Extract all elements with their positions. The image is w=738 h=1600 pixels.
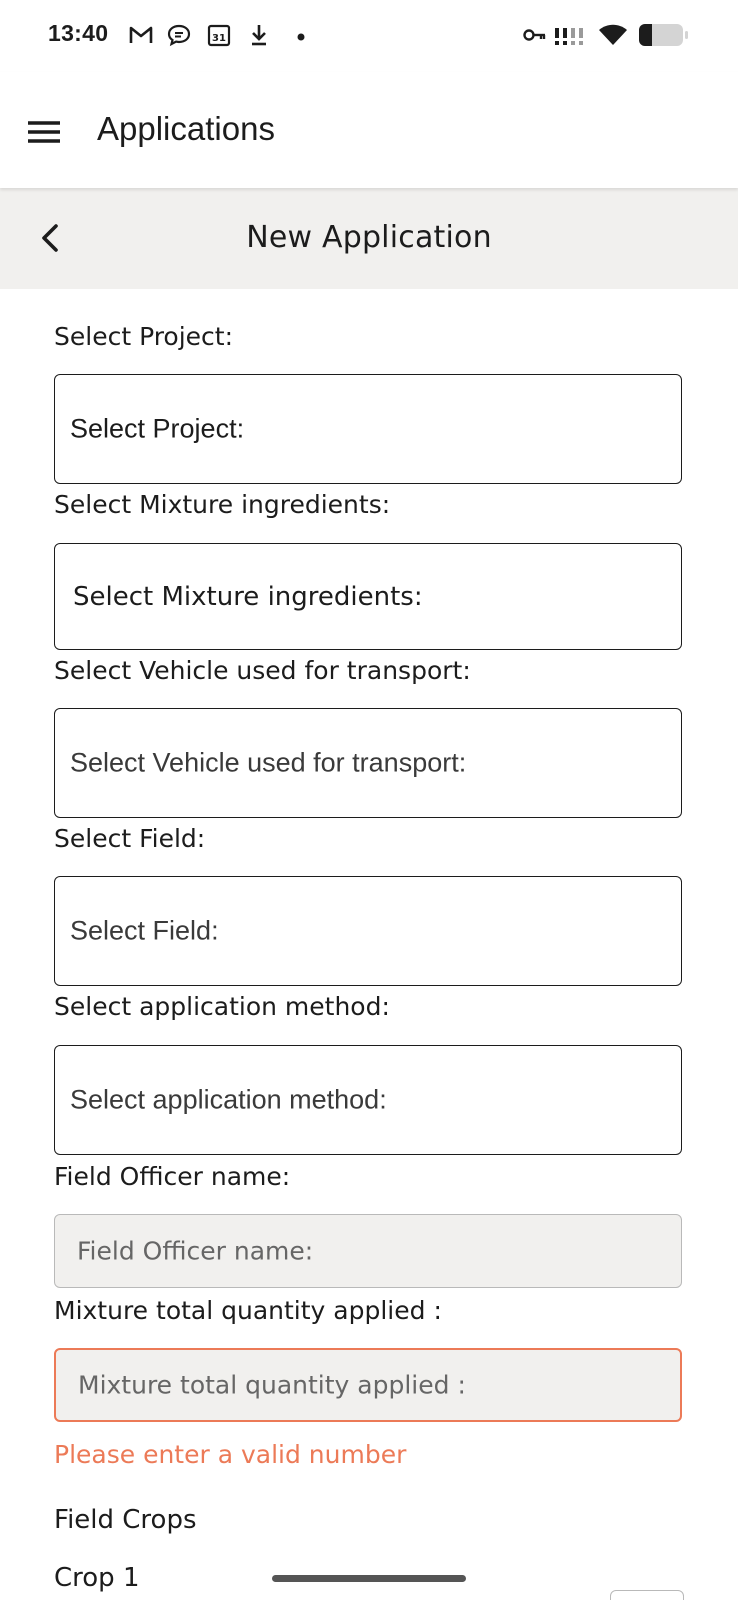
signal-icon — [552, 22, 586, 48]
calendar-icon — [206, 22, 232, 48]
project-select-value: Select Project: — [70, 413, 245, 444]
officer-field[interactable] — [54, 1214, 682, 1288]
vehicle-select[interactable] — [54, 708, 682, 818]
menu-icon[interactable] — [22, 112, 62, 152]
quantity-label: Mixture total quantity applied : — [54, 1296, 442, 1325]
field-select[interactable] — [54, 876, 682, 986]
page-title: New Application — [246, 220, 492, 255]
home-indicator[interactable] — [272, 1575, 466, 1582]
method-label: Select application method: — [54, 992, 390, 1021]
sub-header — [0, 188, 738, 289]
officer-label: Field Officer name: — [54, 1162, 291, 1191]
field-crops-title: Field Crops — [54, 1505, 197, 1535]
vpn-key-icon — [522, 22, 548, 48]
project-label: Select Project: — [54, 322, 234, 351]
mixture-select[interactable] — [54, 543, 682, 650]
status-time: 13:40 — [48, 20, 109, 46]
app-title: Applications — [97, 110, 275, 147]
officer-input[interactable] — [77, 1237, 667, 1266]
app-bar — [0, 72, 738, 188]
field-label: Select Field: — [54, 824, 206, 853]
vehicle-select-value: Select Vehicle used for transport: — [70, 747, 467, 778]
mixture-select-value: Select Mixture ingredients: — [73, 581, 423, 612]
download-icon — [246, 22, 272, 48]
crop-1-input[interactable] — [610, 1590, 684, 1600]
crop-1-label: Crop 1 — [54, 1563, 140, 1593]
calendar-day: 31 — [212, 33, 226, 44]
method-select-value: Select application method: — [70, 1084, 387, 1115]
quantity-field[interactable] — [54, 1348, 682, 1422]
wifi-icon — [598, 22, 628, 48]
gmail-icon — [128, 22, 154, 48]
mixture-label: Select Mixture ingredients: — [54, 490, 391, 519]
battery-icon — [638, 22, 690, 48]
chat-icon — [166, 22, 192, 48]
vehicle-label: Select Vehicle used for transport: — [54, 656, 471, 685]
back-icon[interactable] — [30, 218, 70, 258]
quantity-input[interactable] — [78, 1371, 668, 1400]
quantity-error-message: Please enter a valid number — [54, 1440, 407, 1469]
project-select[interactable] — [54, 374, 682, 484]
dot-icon — [288, 22, 314, 48]
method-select[interactable] — [54, 1045, 682, 1155]
status-bar — [0, 0, 738, 72]
field-select-value: Select Field: — [70, 915, 219, 946]
